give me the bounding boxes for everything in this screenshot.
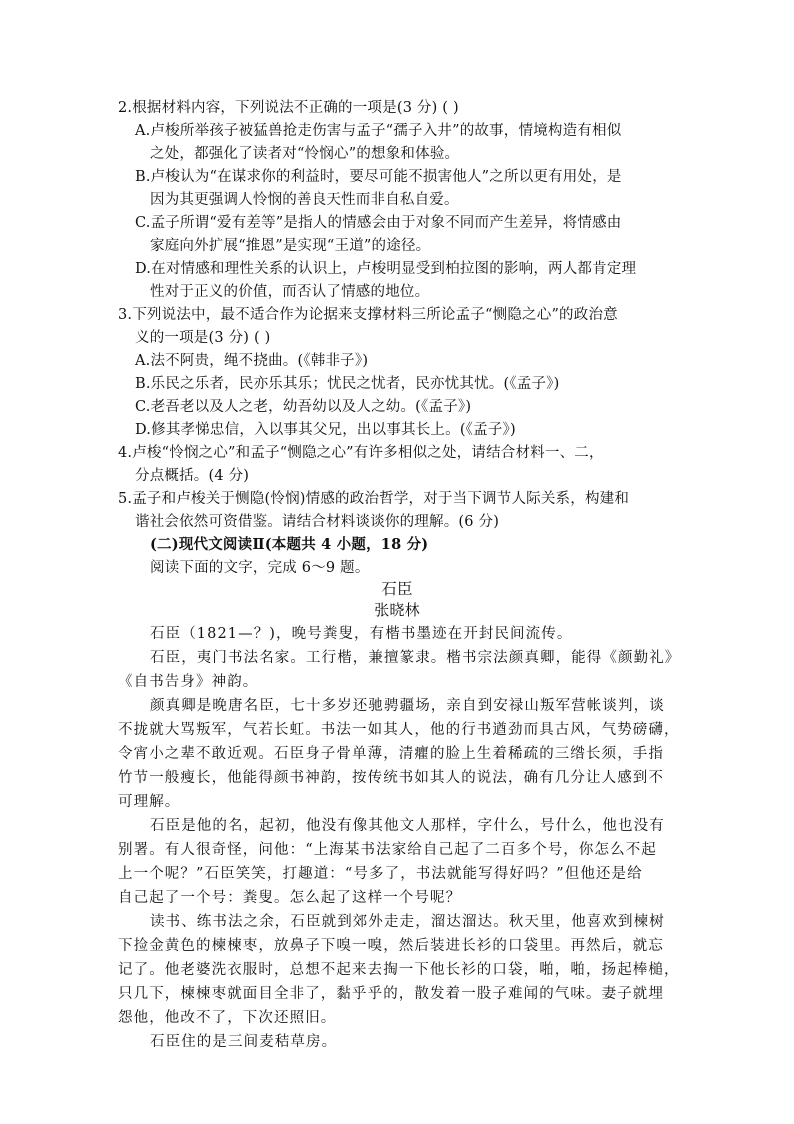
question-2-option-b: B.卢梭认为“在谋求你的利益时，要尽可能不损害他人”之所以更有用处，是 <box>135 169 622 185</box>
article-paragraph-4: 石臣是他的名，起初，他没有像其他文人那样，字什么，号什么，他也没有 <box>150 818 665 834</box>
section-heading: (二)现代文阅读Ⅱ(本题共 4 小题，18 分) <box>150 536 429 553</box>
question-2-option-c-cont: 家庭向外扩展“推恩”是实现“王道”的途径。 <box>150 238 431 254</box>
article-paragraph-5: 读书、练书法之余，石臣就到郊外走走，溜达溜达。秋天里，他喜欢到楝树 <box>150 914 665 930</box>
article-paragraph-4-line-2: 别署。有人很奇怪，问他：“上海某书法家给自己起了二百多个号，你怎么不起 <box>118 842 657 858</box>
question-5-stem-cont: 谐社会依然可资借鉴。请结合材料谈谈你的理解。(6 分) <box>135 514 500 530</box>
question-5-stem: 5.孟子和卢梭关于恻隐(怜悯)情感的政治哲学，对于当下调节人际关系，构建和 <box>118 491 630 507</box>
question-3-stem-cont: 义的一项是(3 分) ( ) <box>135 330 271 346</box>
article-author: 张晓林 <box>374 601 420 619</box>
question-2-option-a-cont: 之处，都强化了读者对“怜悯心”的想象和体验。 <box>150 146 460 162</box>
article-paragraph-6: 石臣住的是三间麦秸草房。 <box>150 1034 338 1050</box>
article-paragraph-1: 石臣（1821—？)，晚号粪叟，有楷书墨迹在开封民间流传。 <box>150 626 573 642</box>
question-3-option-b: B.乐民之乐者，民亦乐其乐；忧民之忧者，民亦忧其忧。(《孟子》) <box>135 376 560 392</box>
article-paragraph-3-line-4: 竹节一般瘦长，他能得颜书神韵，按传统书如其人的说法，确有几分让人感到不 <box>118 770 664 786</box>
question-2-option-d-cont: 性对于正义的价值，而否认了情感的地位。 <box>150 284 430 300</box>
article-paragraph-5-line-2: 下捡金黄色的楝楝枣，放鼻子下嗅一嗅，然后装进长衫的口袋里。再然后，就忘 <box>118 938 664 954</box>
section-instruction: 阅读下面的文字，完成 6～9 题。 <box>150 560 370 576</box>
article-paragraph-2: 石臣，夷门书法名家。工行楷，兼擅篆隶。楷书宗法颜真卿，能得《颜勤礼》 <box>150 650 681 666</box>
question-3-option-d: D.修其孝悌忠信，入以事其父兄，出以事其长上。(《孟子》) <box>135 422 516 438</box>
question-3-option-c: C.老吾老以及人之老，幼吾幼以及人之幼。(《孟子》) <box>135 399 472 415</box>
article-paragraph-3-line-3: 令宵小之辈不敢近观。石臣身子骨单薄，清癯的脸上生着稀疏的三绺长须，手指 <box>118 746 664 762</box>
question-2-option-a: A.卢梭所举孩子被猛兽抢走伤害与孟子“孺子入井”的故事，情境构造有相似 <box>135 123 622 139</box>
article-paragraph-3: 颜真卿是晚唐名臣，七十多岁还驰骋疆场，亲自到安禄山叛军营帐谈判，谈 <box>150 698 665 714</box>
question-4-stem-cont: 分点概括。(4 分) <box>135 468 250 484</box>
article-paragraph-2-cont: 《自书告身》神韵。 <box>118 674 259 690</box>
question-2-stem: 2.根据材料内容，下列说法不正确的一项是(3 分) ( ) <box>118 100 459 116</box>
article-title: 石臣 <box>381 580 413 598</box>
article-paragraph-3-line-2: 不拢就大骂叛军，气若长虹。书法一如其人，他的行书遒劲而具古风，气势磅礴， <box>118 722 680 738</box>
question-3-stem: 3.下列说法中，最不适合作为论据来支撑材料三所论孟子“恻隐之心”的政治意 <box>118 307 618 323</box>
article-paragraph-4-line-4: 自己起了一个号：粪叟。怎么起了这样一个号呢？ <box>118 890 462 906</box>
article-paragraph-5-line-5: 怨他，他改不了，下次还照旧。 <box>118 1010 337 1026</box>
article-paragraph-4-line-3: 上一个呢？”石臣笑笑，打趣道：“号多了，书法就能写得好吗？”但他还是给 <box>118 866 643 882</box>
question-2-option-c: C.孟子所谓“爱有差等”是指人的情感会由于对象不同而产生差异，将情感由 <box>135 215 622 231</box>
question-2-option-d: D.在对情感和理性关系的认识上，卢梭明显受到柏拉图的影响，两人都肯定理 <box>135 261 637 277</box>
question-2-option-b-cont: 因为其更强调人怜悯的善良天性而非自私自爱。 <box>150 192 459 208</box>
question-3-option-a: A.法不阿贵，绳不挠曲。(《韩非子》) <box>135 353 369 369</box>
article-paragraph-5-line-3: 记了。他老婆洗衣服时，总想不起来去掏一下他长衫的口袋，啪，啪，扬起棒槌， <box>118 962 680 978</box>
article-paragraph-5-line-4: 只几下，楝楝枣就面目全非了，黏乎乎的，散发着一股子难闻的气味。妻子就埋 <box>118 986 664 1002</box>
article-paragraph-3-line-5: 可理解。 <box>118 794 181 810</box>
question-4-stem: 4.卢梭“怜悯之心”和孟子“恻隐之心”有许多相似之处，请结合材料一、二， <box>118 445 604 461</box>
